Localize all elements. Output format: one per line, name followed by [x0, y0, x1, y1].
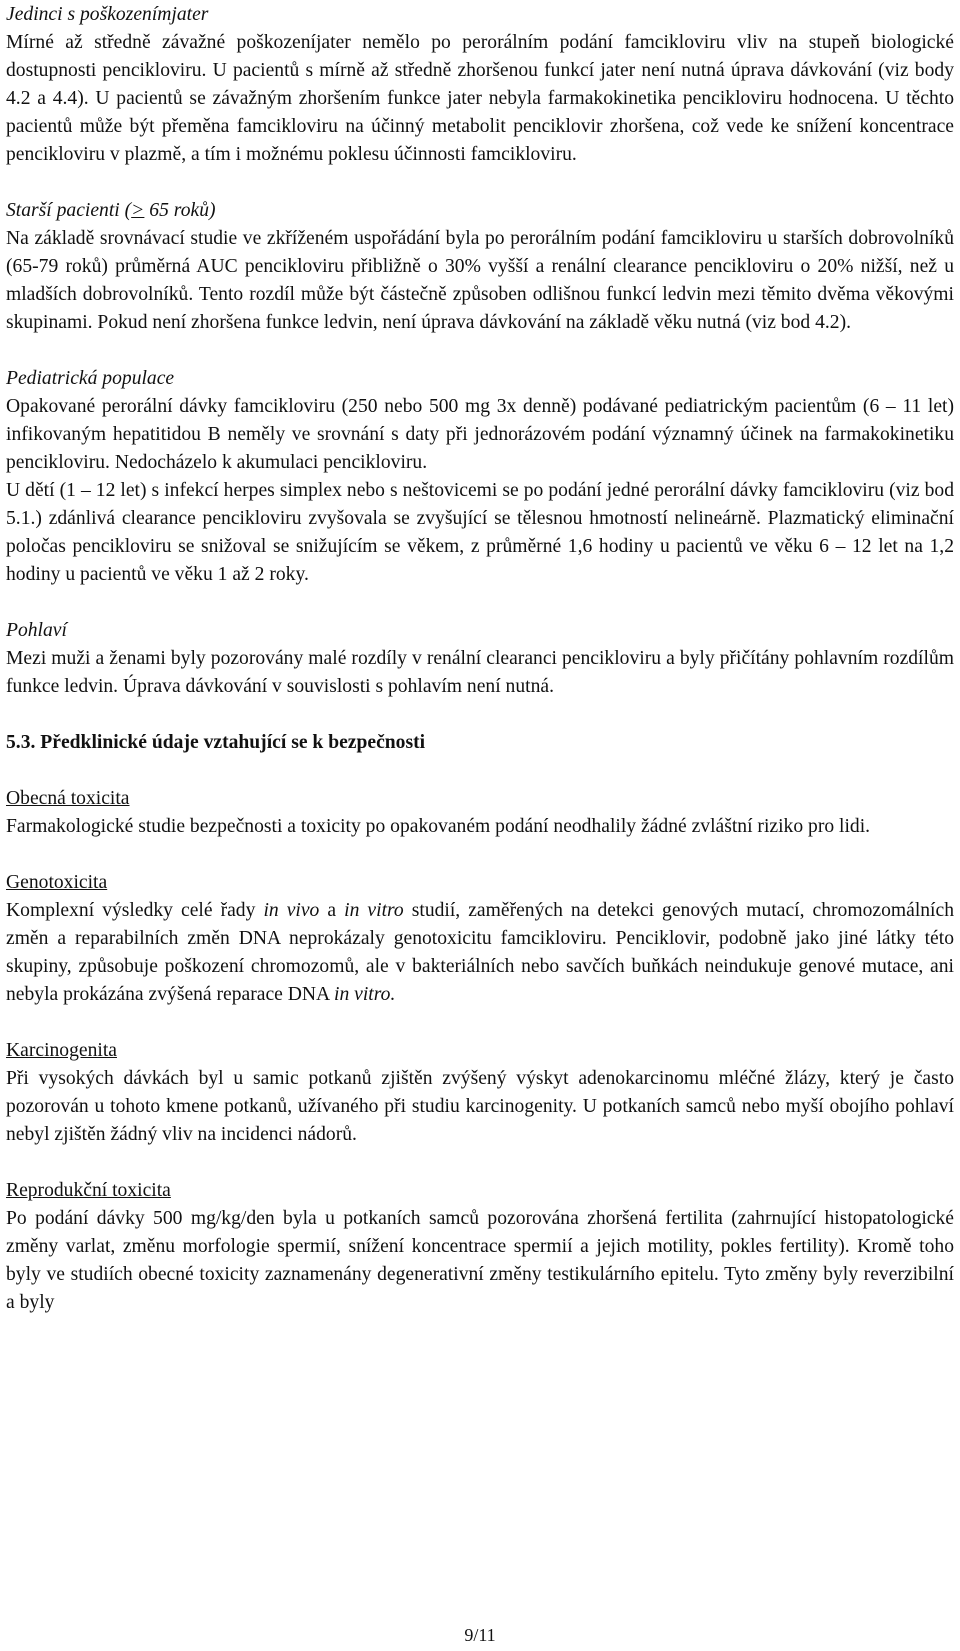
- heading-gender: Pohlaví: [6, 620, 67, 641]
- heading-carcinogenicity: Karcinogenita: [6, 1040, 117, 1061]
- genotox-text-2: a: [319, 900, 345, 921]
- greater-equal-symbol: >: [131, 200, 145, 221]
- heading-reproductive-toxicity: Reprodukční toxicita: [6, 1180, 171, 1201]
- heading-general-toxicity: Obecná toxicita: [6, 788, 130, 809]
- paragraph-pediatric-2: U dětí (1 – 12 let) s infekcí herpes simplex nebo s neštovicemi se po podání jedné perorální dávky famcikloviru (viz bod 5.1.) zdánlivá clearance pencikloviru zvyšovala se zvyšující se tělesnou hmotností nelineárně. Plazmatický eliminační poločas pencikloviru se snižoval se snižujícím se věkem, z průměrné 1,6 hodiny u pacientů ve věku 6 – 12 let na 1,2 hodiny u pacientů ve věku 1 až 2 roky.: [6, 480, 954, 585]
- document-page: [6, 0, 954, 1317]
- genotox-text-1: Komplexní výsledky celé řady: [6, 900, 264, 921]
- genotox-in-vitro: in vitro: [344, 900, 404, 921]
- section-title-5-3: 5.3. Předklinické údaje vztahující se k bezpečnosti: [6, 732, 426, 753]
- heading-pediatric: Pediatrická populace: [6, 368, 175, 389]
- paragraph-carcinogenicity: Při vysokých dávkách byl u samic potkanů zjištěn zvýšený výskyt adenokarcinomu mléčné žlázy, který je často pozorován u tohoto kmene potkanů, užívaného při studiu karcinogenity. U potkaních samců nebo myší obojího pohlaví nebyl zjištěn žádný vliv na incidenci nádorů.: [6, 1068, 954, 1145]
- genotox-in-vitro-end: in vitro.: [334, 984, 396, 1005]
- paragraph-genotoxicity: [6, 897, 954, 1009]
- heading-elderly: [6, 197, 954, 225]
- heading-hepatic: Jedinci s poškozenímjater: [6, 4, 209, 25]
- heading-genotoxicity: Genotoxicita: [6, 872, 108, 893]
- genotox-in-vivo: in vivo: [263, 900, 320, 921]
- heading-elderly-post: 65 roků): [144, 200, 216, 221]
- page-number: 9/11: [464, 1625, 496, 1645]
- genotox-text-3: studií, zaměřených na detekci genových mutací, chromozomálních změn a reparabilních změn DNA neprokázaly genotoxicitu famcikloviru. Penciklovir, podobně jako jiné látky této skupiny, způsobuje poškození chromozomů, ale v bakteriálních nebo savčích buňkách neindukuje genové mutace, ani nebyla prokázána zvýšená reparace DNA: [6, 900, 954, 1005]
- paragraph-elderly: Na základě srovnávací studie ve zkříženém uspořádání byla po perorálním podání famcikloviru u starších dobrovolníků (65-79 roků) průměrná AUC pencikloviru přibližně o 30% vyšší a renální clearance pencikloviru o 20% nižší, než u mladších dobrovolníků. Tento rozdíl může být částečně způsoben odlišnou funkcí ledvin mezi těmito dvěma věkovými skupinami. Pokud není zhoršena funkce ledvin, není úprava dávkování na základě věku nutná (viz bod 4.2).: [6, 228, 954, 333]
- paragraph-hepatic: Mírné až středně závažné poškozeníjater nemělo po perorálním podání famcikloviru vliv na stupeň biologické dostupnosti pencikloviru. U pacientů s mírně až středně zhoršenou funkcí jater není nutná úprava dávkování (viz body 4.2 a 4.4). U pacientů se závažným zhoršením funkce jater nebyla farmakokinetika pencikloviru hodnocena. U těchto pacientů může být přeměna famcikloviru na účinný metabolit penciklovir zhoršena, což vede ke snížení koncentrace pencikloviru v plazmě, a tím i možnému poklesu účinnosti famcikloviru.: [6, 32, 954, 165]
- paragraph-pediatric-1: Opakované perorální dávky famcikloviru (250 nebo 500 mg 3x denně) podávané pediatrickým pacientům (6 – 11 let) infikovaným hepatitidou B neměly ve srovnání s daty při jednorázovém podání významný účinek na farmakokinetiku pencikloviru. Nedocházelo k akumulaci pencikloviru.: [6, 396, 954, 473]
- paragraph-gender: Mezi muži a ženami byly pozorovány malé rozdíly v renální clearanci pencikloviru a byly přičítány pohlavním rozdílům funkce ledvin. Úprava dávkování v souvislosti s pohlavím není nutná.: [6, 648, 954, 697]
- paragraph-reproductive-toxicity: Po podání dávky 500 mg/kg/den byla u potkaních samců pozorována zhoršená fertilita (zahrnující histopatologické změny varlat, změnu morfologie spermií, snížení koncentrace spermií a jejich motility, pokles fertility). Kromě toho byly ve studiích obecné toxicity zaznamenány degenerativní změny testikulárního epitelu. Tyto změny byly reverzibilní a byly: [6, 1208, 954, 1313]
- heading-elderly-pre: Starší pacienti (: [6, 200, 132, 221]
- paragraph-general-toxicity: Farmakologické studie bezpečnosti a toxicity po opakovaném podání neodhalily žádné zvláštní riziko pro lidi.: [6, 816, 871, 837]
